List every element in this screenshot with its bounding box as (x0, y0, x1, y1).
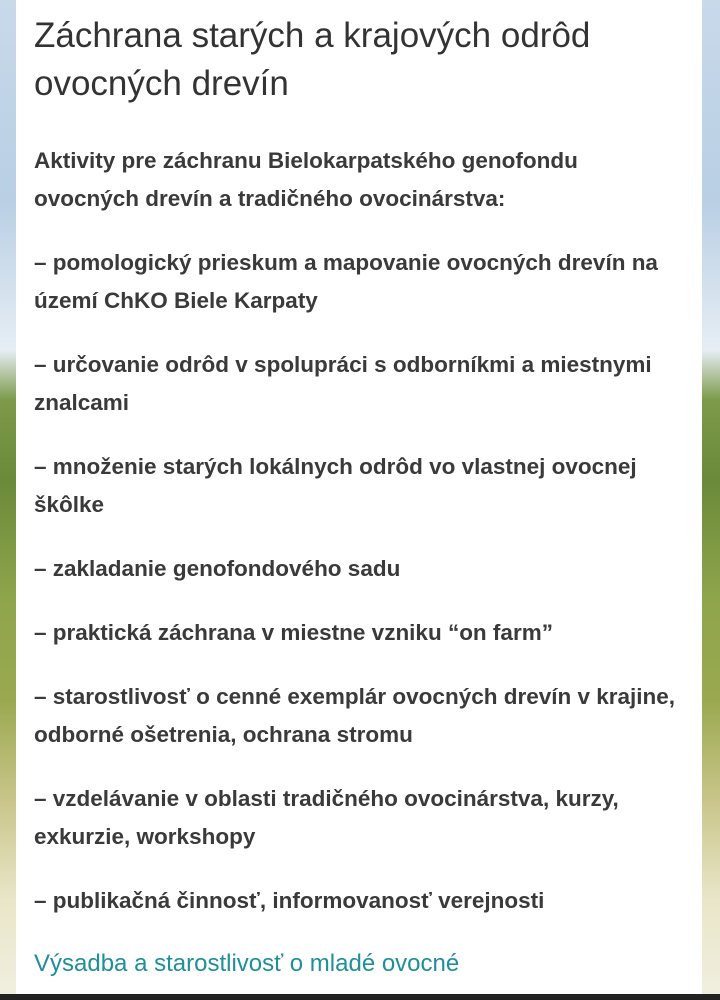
page-title: Záchrana starých a krajových odrôd ovocných drevín (34, 16, 591, 103)
list-item: – pomologický prieskum a mapovanie ovocných drevín na území ChKO Biele Karpaty (34, 250, 658, 313)
list-item: – praktická záchrana v miestne vzniku “on farm” (34, 620, 553, 645)
article-panel (16, 0, 702, 1000)
intro-text: Aktivity pre záchranu Bielokarpatského genofondu ovocných drevín a tradičného ovocinárstva: (34, 148, 578, 211)
list-item: – starostlivosť o cenné exemplár ovocných drevín v krajine, odborné ošetrenia, ochrana stromu (34, 684, 676, 747)
list-item: – vzdelávanie v oblasti tradičného ovocinárstva, kurzy, exkurzie, workshopy (34, 786, 619, 849)
background-landscape-right (702, 0, 720, 1000)
bottom-edge (0, 994, 720, 1000)
article-body (34, 142, 689, 946)
background-landscape-left (0, 0, 16, 1000)
list-item: – publikačná činnosť, informovanosť verejnosti (34, 888, 545, 913)
list-item: – určovanie odrôd v spolupráci s odborníkmi a miestnymi znalcami (34, 352, 652, 415)
list-item: – zakladanie genofondového sadu (34, 556, 401, 581)
list-item: – množenie starých lokálnych odrôd vo vlastnej ovocnej škôlke (34, 454, 637, 517)
next-article-link[interactable]: Výsadba a starostlivosť o mladé ovocné (34, 950, 460, 977)
